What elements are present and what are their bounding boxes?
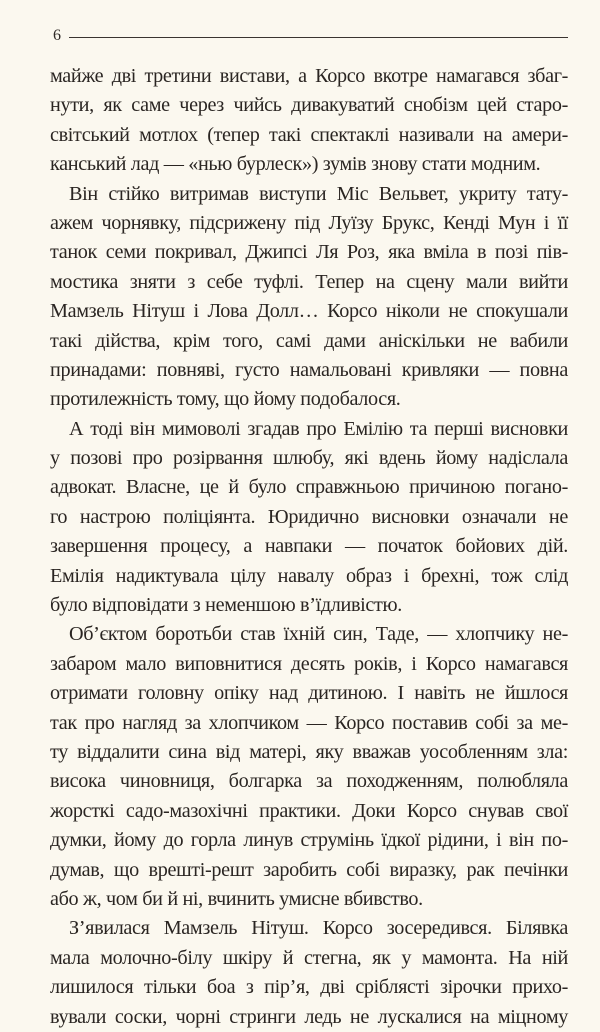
text-line: канський лад — «нью бурлеск») зумів знову стати модним. [50,153,541,176]
text-line: ажем чорнявку, підсрижену під Луїзу Брукс, Кенді Мун і її [50,211,568,234]
text-line: світський мотлох (тепер такі спектаклі називали на амери- [50,123,568,146]
text-line: забаром мало виповнитися десять років, і Корсо намагався [50,652,568,675]
header-rule [69,37,568,38]
text-line: завершення процесу, а навпаки — початок бойових дій. [50,535,568,558]
text-line: го настрою поліціянта. Юридично висновки означали не [50,505,568,528]
text-line: танок семи покривал, Джипсі Ля Роз, яка вміла в позі пів- [50,241,568,264]
text-line: у позові про розірвання шлюбу, які вдень йому надіслала [50,447,568,470]
text-line: висока чиновниця, болгарка за походженням, полюбляла [50,770,568,793]
text-line: Він стійко витримав виступи Міс Вельвет, укриту тату- [69,182,568,205]
text-line: мала молочно-білу шкіру й стегна, як у мамонта. На ній [50,946,568,969]
body-text [50,62,568,1032]
text-line: нути, як саме через чийсь дивакуватий снобізм цей старо- [50,94,568,117]
text-line: Емілія надиктувала цілу навалу образ і брехні, тож слід [50,564,568,587]
text-line: так про нагляд за хлопчиком — Корсо поставив собі за ме- [50,711,568,734]
text-line: Мамзель Нітуш і Лова Долл… Корсо ніколи не спокушали [50,300,568,323]
text-line: мостика зняти з себе туфлі. Тепер на сцену мали вийти [50,270,568,293]
text-line: отримати головну опіку над дитиною. І навіть не йшлося [50,682,568,705]
text-line: думки, йому до горла линув струмінь їдкої рідини, і він по- [50,829,568,852]
text-line: майже дві третини вистави, а Корсо вкотре намагався збаг- [50,65,568,87]
text-line: вували соски, чорні стринги ледь не лускалися на міцному [50,1005,568,1028]
text-line: А тоді він мимоволі згадав про Емілію та перші висновки [69,417,568,440]
text-line: ту віддалити сина від матері, яку вважав уособленням зла: [50,740,568,763]
page-header [53,26,568,46]
text-line: такі дійства, крім того, самі дами аніскільки не вабили [50,329,568,352]
text-line: жорсткі садо-мазохічні практики. Доки Корсо снував свої [50,799,568,822]
text-line: думав, що врешті-решт заробить собі виразку, рак печінки [50,858,568,881]
text-line: або ж, чом би й ні, вчинить умисне вбивство. [50,887,423,910]
text-line: лишилося тільки боа з пір’я, дві сріблясті зірочки прихо- [50,976,568,999]
text-line: було відповідати з неменшою в’їдливістю. [50,594,402,617]
text-line: адвокат. Власне, це й було справжньою причиною погано- [50,476,568,499]
page-number: 6 [53,27,61,44]
text-line: принадами: повняві, густо намальовані кривляки — повна [50,358,568,381]
text-line: Об’єктом боротьби став їхній син, Таде, — хлопчику не- [69,623,568,646]
text-line: протилежність тому, що йому подобалося. [50,388,401,411]
text-line: З’явилася Мамзель Нітуш. Корсо зосередився. Білявка [69,917,568,940]
